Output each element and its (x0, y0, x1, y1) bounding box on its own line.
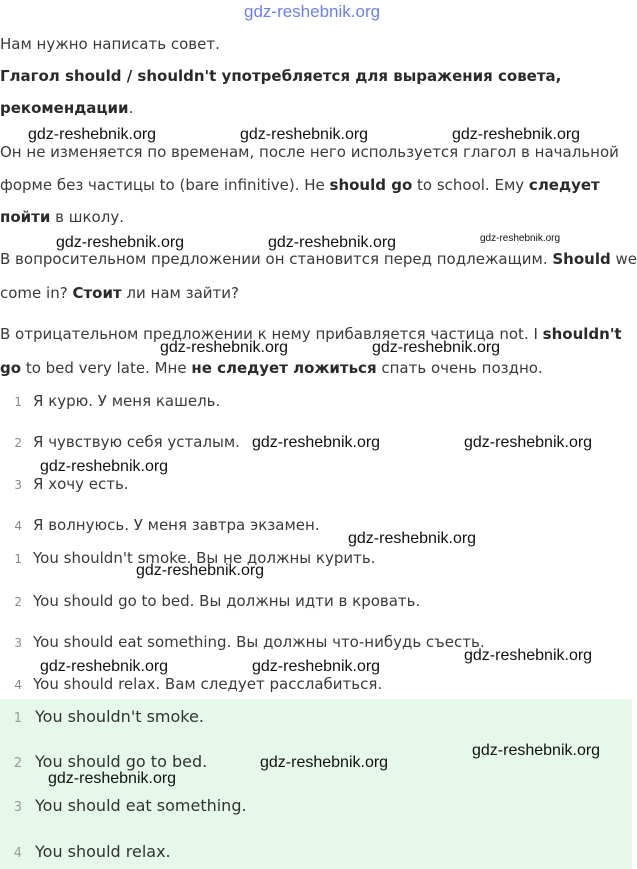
watermark: gdz-reshebnik.org (28, 126, 157, 143)
item-number: 3 (14, 478, 22, 492)
item-number: 1 (14, 395, 22, 409)
item-text: You should go to bed. (35, 752, 208, 771)
watermark: gdz-reshebnik.org (136, 562, 265, 579)
item-number: 2 (13, 756, 22, 771)
rule-line-1: Глагол should / shouldn't употребляется для выражения совета, (0, 67, 562, 85)
item-number: 4 (14, 678, 22, 692)
para1-line-1: Он не изменяется по временам, после него используется глагол в начальной (0, 143, 619, 161)
watermark: gdz-reshebnik.org (372, 339, 501, 356)
para1-line-2: форме без частицы to (bare infinitive). Не should go to school. Ему следует (0, 176, 600, 194)
watermark: gdz-reshebnik.org (464, 647, 593, 664)
watermark: gdz-reshebnik.org (348, 530, 477, 547)
item-text: You should relax. (35, 842, 171, 861)
item-number: 4 (13, 846, 22, 861)
item-number: 3 (14, 636, 22, 650)
item-number: 2 (14, 595, 22, 609)
item-text: Я курю. У меня кашель. (33, 392, 221, 410)
watermark: gdz-reshebnik.org (40, 458, 169, 475)
watermark: gdz-reshebnik.org (252, 434, 381, 451)
watermark: gdz-reshebnik.org (252, 658, 381, 675)
item-text: You shouldn't smoke. (35, 707, 204, 726)
para1-line-3: пойти в школу. (0, 208, 124, 226)
item-text: You should eat something. Вы должны что-нибудь съесть. (33, 633, 485, 651)
watermark: gdz-reshebnik.org (40, 658, 169, 675)
watermark: gdz-reshebnik.org (56, 234, 185, 251)
item-text: You should go to bed. Вы должны идти в кровать. (33, 592, 421, 610)
item-number: 1 (13, 711, 22, 726)
watermark: gdz-reshebnik.org (472, 742, 601, 759)
item-text: You shouldn't smoke. Вы не должны курить. (33, 549, 376, 567)
item-text: You should relax. Вам следует расслабиться. (33, 675, 383, 693)
watermark: gdz-reshebnik.org (268, 234, 397, 251)
item-text: You should eat something. (35, 796, 247, 815)
watermark: gdz-reshebnik.org (452, 126, 581, 143)
item-number: 2 (14, 436, 22, 450)
site-title[interactable]: gdz-reshebnik.org (244, 2, 381, 21)
rule-line-2: рекомендации. (0, 99, 134, 117)
watermark: gdz-reshebnik.org (48, 770, 177, 787)
para2-line-2: come in? Стоит ли нам зайти? (0, 284, 239, 302)
item-text: Я волнуюсь. У меня завтра экзамен. (33, 516, 320, 534)
item-text: Я хочу есть. (33, 475, 129, 493)
para2-line-1: В вопросительном предложении он становится перед подлежащим. Should we (0, 250, 637, 268)
intro-text: Нам нужно написать совет. (0, 35, 220, 53)
para3-line-1: В отрицательном предложении к нему прибавляется частица not. I shouldn't (0, 325, 622, 343)
watermark: gdz-reshebnik.org (160, 339, 289, 356)
item-text: Я чувствую себя усталым. (33, 433, 240, 451)
watermark: gdz-reshebnik.org (480, 233, 561, 244)
item-number: 4 (14, 519, 22, 533)
watermark: gdz-reshebnik.org (260, 754, 389, 771)
item-number: 3 (13, 800, 22, 815)
watermark: gdz-reshebnik.org (240, 126, 369, 143)
item-number: 1 (14, 552, 22, 566)
watermark: gdz-reshebnik.org (464, 434, 593, 451)
para3-line-2: go to bed very late. Мне не следует ложиться спать очень поздно. (0, 359, 543, 377)
